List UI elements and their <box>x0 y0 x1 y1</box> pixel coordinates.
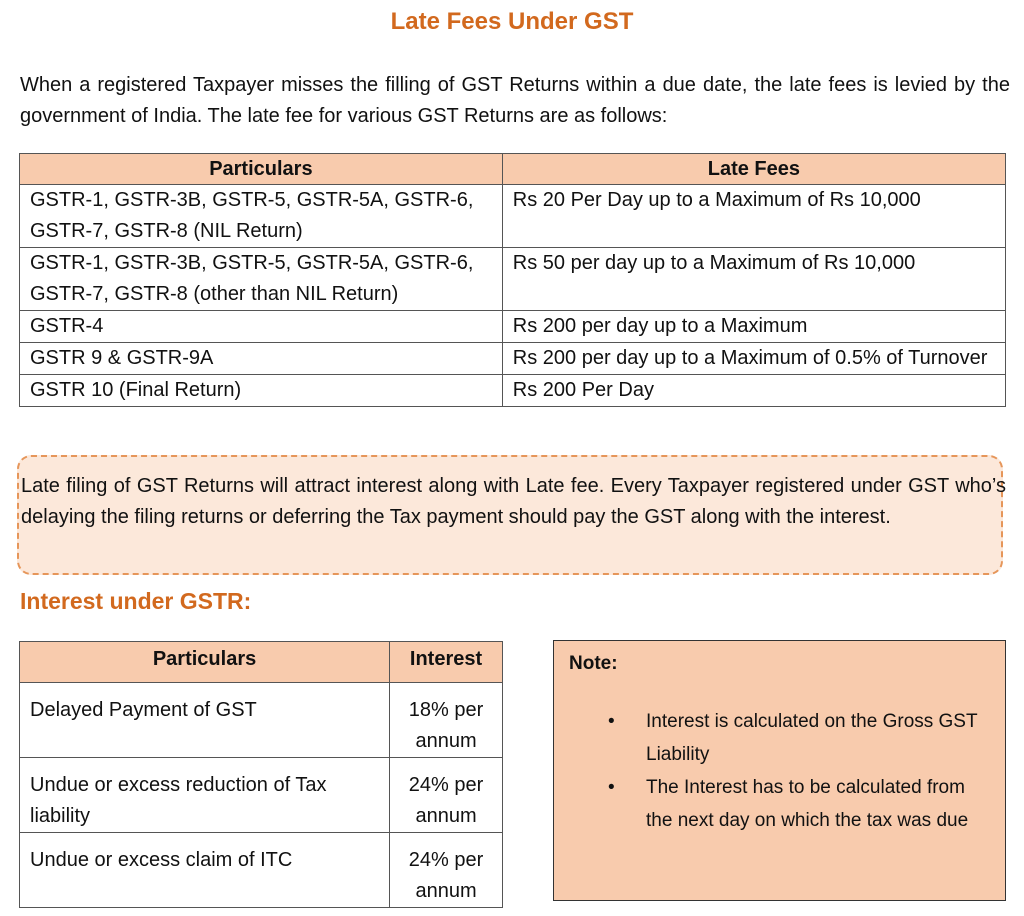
interest-section-heading: Interest under GSTR: <box>20 588 252 614</box>
cell-particulars: GSTR-1, GSTR-3B, GSTR-5, GSTR-5A, GSTR-6, GSTR-7, GSTR-8 (other than NIL Return) <box>20 248 503 311</box>
note-title: Note: <box>569 653 618 674</box>
cell-particulars: GSTR-1, GSTR-3B, GSTR-5, GSTR-5A, GSTR-6, GSTR-7, GSTR-8 (NIL Return) <box>20 185 503 248</box>
table-header-row <box>20 642 503 683</box>
table-row <box>20 311 1006 343</box>
bullet-icon: • <box>608 777 615 798</box>
note-item <box>606 771 986 837</box>
cell-particulars: Delayed Payment of GST <box>20 683 390 758</box>
table-row <box>20 833 503 908</box>
cell-interest: 24% per annum <box>390 758 503 833</box>
column-header-late-fees: Late Fees <box>502 154 1005 185</box>
cell-particulars: GSTR-4 <box>20 311 503 343</box>
cell-particulars: Undue or excess reduction of Tax liability <box>20 758 390 833</box>
cell-interest: 18% per annum <box>390 683 503 758</box>
cell-particulars: GSTR 9 & GSTR-9A <box>20 343 503 375</box>
cell-late-fees: Rs 200 per day up to a Maximum <box>502 311 1005 343</box>
note-item-text: The Interest has to be calculated from the next day on which the tax was due <box>646 777 969 831</box>
table-row <box>20 375 1006 407</box>
table-header-row <box>20 154 1006 185</box>
note-box <box>553 640 1006 901</box>
cell-late-fees: Rs 50 per day up to a Maximum of Rs 10,000 <box>502 248 1005 311</box>
interest-table <box>19 641 503 908</box>
note-item-text: Interest is calculated on the Gross GST Liability <box>646 711 978 765</box>
intro-paragraph: When a registered Taxpayer misses the filling of GST Returns within a due date, the late fees is levied by the government of India. The late fee for various GST Returns are as follows: <box>20 74 1010 127</box>
cell-late-fees: Rs 200 per day up to a Maximum of 0.5% of Turnover <box>502 343 1005 375</box>
column-header-particulars: Particulars <box>20 642 390 683</box>
note-list <box>606 705 986 837</box>
cell-particulars: GSTR 10 (Final Return) <box>20 375 503 407</box>
callout-text: Late filing of GST Returns will attract interest along with Late fee. Every Taxpayer registered under GST who’s delaying the filing returns or deferring the Tax payment should pay the GST along with the interest. <box>21 475 1006 528</box>
table-row <box>20 343 1006 375</box>
interest-callout-box <box>17 455 1006 575</box>
cell-particulars: Undue or excess claim of ITC <box>20 833 390 908</box>
column-header-particulars: Particulars <box>20 154 503 185</box>
column-header-interest: Interest <box>390 642 503 683</box>
table-row <box>20 758 503 833</box>
note-item <box>606 705 986 771</box>
bullet-icon: • <box>608 711 615 732</box>
table-row <box>20 185 1006 248</box>
page-title: Late Fees Under GST <box>390 8 634 35</box>
cell-late-fees: Rs 200 Per Day <box>502 375 1005 407</box>
table-row <box>20 683 503 758</box>
cell-interest: 24% per annum <box>390 833 503 908</box>
late-fees-table <box>19 153 1006 407</box>
cell-late-fees: Rs 20 Per Day up to a Maximum of Rs 10,000 <box>502 185 1005 248</box>
table-row <box>20 248 1006 311</box>
